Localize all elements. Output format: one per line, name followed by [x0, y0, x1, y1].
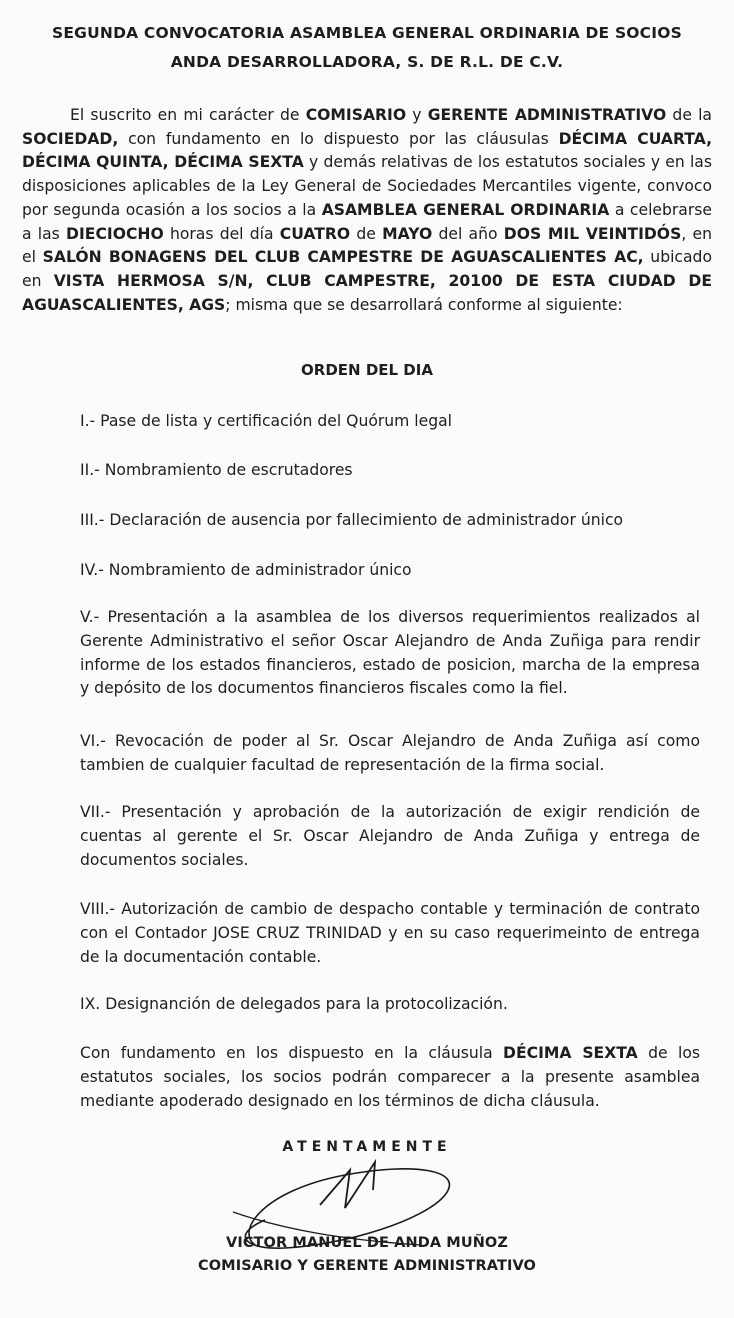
agenda-item-8: VIII.- Autorización de cambio de despacho contable y terminación de contrato con el Contador JOSE CRUZ TRINIDAD y en su caso requerimeinto de entrega de la documentación contable.: [80, 900, 700, 966]
signer-name: VICTOR MANUEL DE ANDA MUÑOZ: [226, 1235, 508, 1251]
agenda-item-2: II.- Nombramiento de escrutadores: [80, 461, 353, 479]
agenda-item-1: I.- Pase de lista y certificación del Quórum legal: [80, 412, 453, 430]
agenda-item-3: III.- Declaración de ausencia por fallecimiento de administrador único: [80, 511, 624, 529]
agenda-item-6: VI.- Revocación de poder al Sr. Oscar Alejandro de Anda Zuñiga así como tambien de cualquier facultad de representación de la firma social.: [80, 732, 700, 774]
orden-del-dia-heading: ORDEN DEL DIA: [301, 361, 433, 379]
atentamente-label: ATENTAMENTE: [282, 1139, 452, 1155]
closing-paragraph: Con fundamento en los dispuesto en la cláusula DÉCIMA SEXTA de los estatutos sociales, los socios podrán comparecer a la presente asamblea mediante apoderado designado en los términos de dicha cláusula.: [80, 1044, 700, 1110]
agenda-item-7: VII.- Presentación y aprobación de la autorización de exigir rendición de cuentas al gerente el Sr. Oscar Alejandro de Anda Zuñiga y entrega de documentos sociales.: [80, 803, 700, 869]
agenda-item-9: IX. Designanción de delegados para la protocolización.: [80, 995, 508, 1013]
title-line-1: SEGUNDA CONVOCATORIA ASAMBLEA GENERAL ORDINARIA DE SOCIOS: [52, 24, 682, 42]
signer-role: COMISARIO Y GERENTE ADMINISTRATIVO: [198, 1258, 536, 1274]
agenda-item-5: V.- Presentación a la asamblea de los diversos requerimientos realizados al Gerente Administrativo el señor Oscar Alejandro de Anda Zuñiga para rendir informe de los estados financieros, estado de posicion, marcha de la empresa y depósito de los documentos financieros fiscales como la fiel.: [80, 608, 700, 698]
title-line-2: ANDA DESARROLLADORA, S. DE R.L. DE C.V.: [170, 53, 564, 71]
agenda-item-4: IV.- Nombramiento de administrador único: [80, 561, 412, 579]
intro-paragraph: El suscrito en mi carácter de COMISARIO y GERENTE ADMINISTRATIVO de la SOCIEDAD, con fundamento en lo dispuesto por las cláusulas DÉCIMA CUARTA, DÉCIMA QUINTA, DÉCIMA SEXTA y demás relativas de los estatutos sociales y en las disposiciones aplicables de la Ley General de Sociedades Mercantiles vigente, convoco por segunda ocasión a los socios a la ASAMBLEA GENERAL ORDINARIA a celebrarse a las DIECIOCHO horas del día CUATRO de MAYO del año DOS MIL VEINTIDÓS, en el SALÓN BONAGENS DEL CLUB CAMPESTRE DE AGUASCALIENTES AC, ubicado en VISTA HERMOSA S/N, CLUB CAMPESTRE, 20100 DE ESTA CIUDAD DE AGUASCALIENTES, AGS; misma que se desarrollará conforme al siguiente:: [22, 106, 712, 314]
